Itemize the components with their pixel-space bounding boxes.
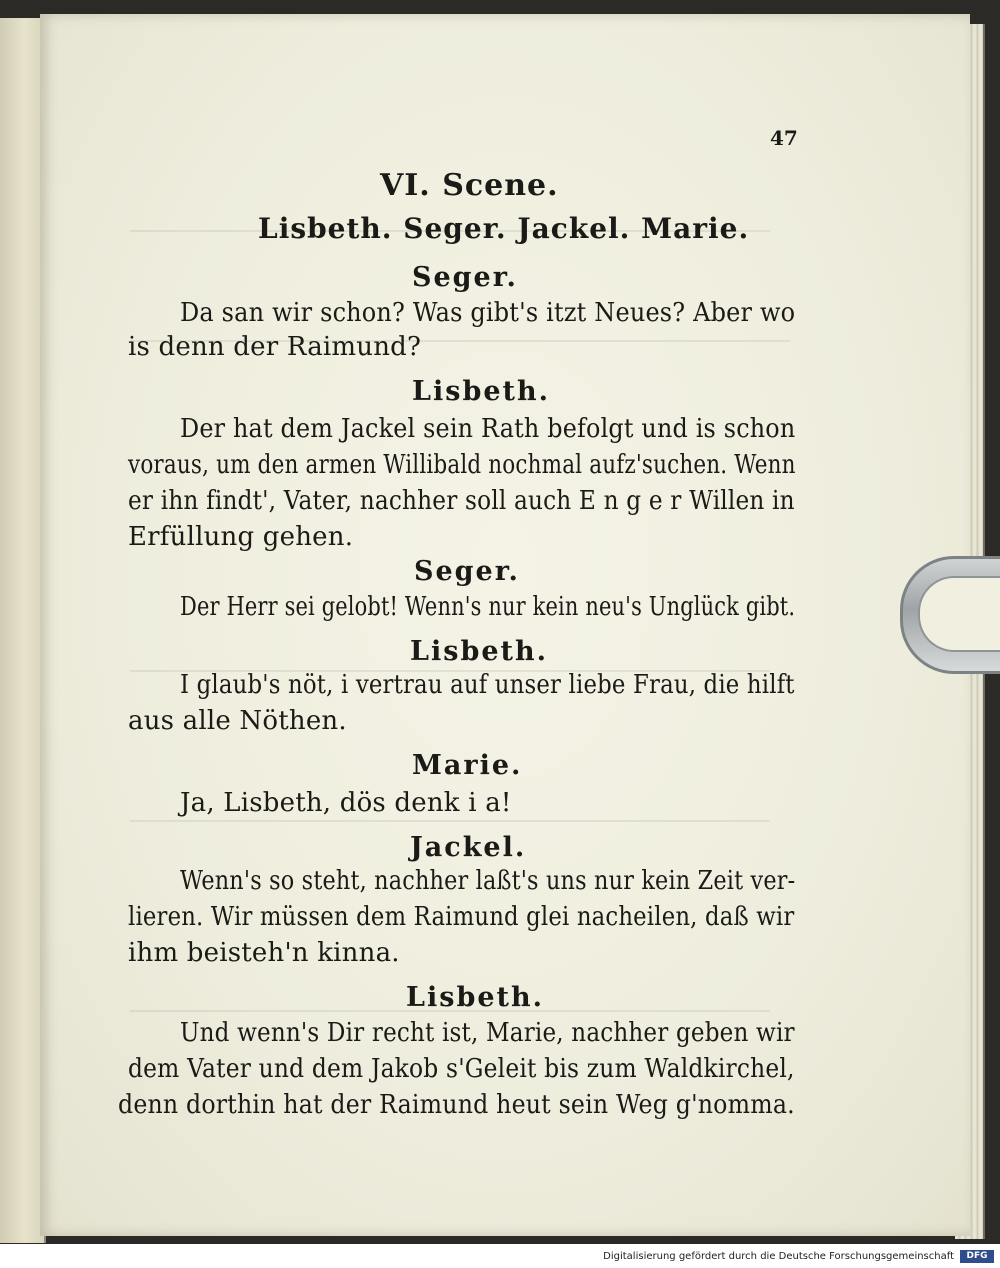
text-line: dem Vater und dem Jakob s'Geleit bis zum Waldkirchel, bbox=[128, 1054, 795, 1084]
speaker-name: Lisbeth. bbox=[410, 636, 549, 667]
dfg-logo: DFG bbox=[960, 1250, 994, 1263]
digitization-credit: Digitalisierung gefördert durch die Deutsche Forschungsgemeinschaft bbox=[603, 1251, 954, 1262]
speaker-name: Lisbeth. bbox=[412, 376, 551, 407]
text-line: is denn der Raimund? bbox=[128, 332, 422, 362]
text-line: Da san wir schon? Was gibt's itzt Neues? Aber wo bbox=[180, 298, 796, 328]
text-line: voraus, um den armen Willibald nochmal aufz'suchen. Wenn bbox=[128, 450, 796, 480]
text-line: Der hat dem Jackel sein Rath befolgt und is schon bbox=[180, 414, 796, 444]
speaker-name: Lisbeth. bbox=[406, 982, 545, 1013]
scene-title: VI. Scene. bbox=[380, 168, 559, 203]
speaker-name: Jackel. bbox=[410, 832, 527, 863]
text-line: lieren. Wir müssen dem Raimund glei nacheilen, daß wir bbox=[128, 902, 795, 932]
text-line: aus alle Nöthen. bbox=[128, 706, 347, 736]
text-line: Ja, Lisbeth, dös denk i a! bbox=[180, 788, 512, 818]
page-number: 47 bbox=[770, 126, 798, 150]
text-line: Und wenn's Dir recht ist, Marie, nachher geben wir bbox=[180, 1018, 795, 1048]
text-line: I glaub's nöt, i vertrau auf unser liebe Frau, die hilft bbox=[180, 670, 795, 700]
text-line: ihm beisteh'n kinna. bbox=[128, 938, 400, 968]
speaker-name: Seger. bbox=[412, 262, 518, 293]
speaker-name: Marie. bbox=[412, 750, 523, 781]
cast-list: Lisbeth. Seger. Jackel. Marie. bbox=[258, 212, 750, 245]
text-line: Wenn's so steht, nachher laßt's uns nur kein Zeit ver- bbox=[180, 866, 796, 896]
speaker-name: Seger. bbox=[414, 556, 520, 587]
text-line: denn dorthin hat der Raimund heut sein Weg g'nomma. bbox=[118, 1090, 795, 1120]
text-line: Erfüllung gehen. bbox=[128, 522, 354, 552]
text-line: er ihn findt', Vater, nachher soll auch E n g e r Willen in bbox=[128, 486, 795, 516]
paperclip-loop bbox=[918, 576, 1000, 652]
text-line: Der Herr sei gelobt! Wenn's nur kein neu's Unglück gibt. bbox=[180, 592, 796, 622]
